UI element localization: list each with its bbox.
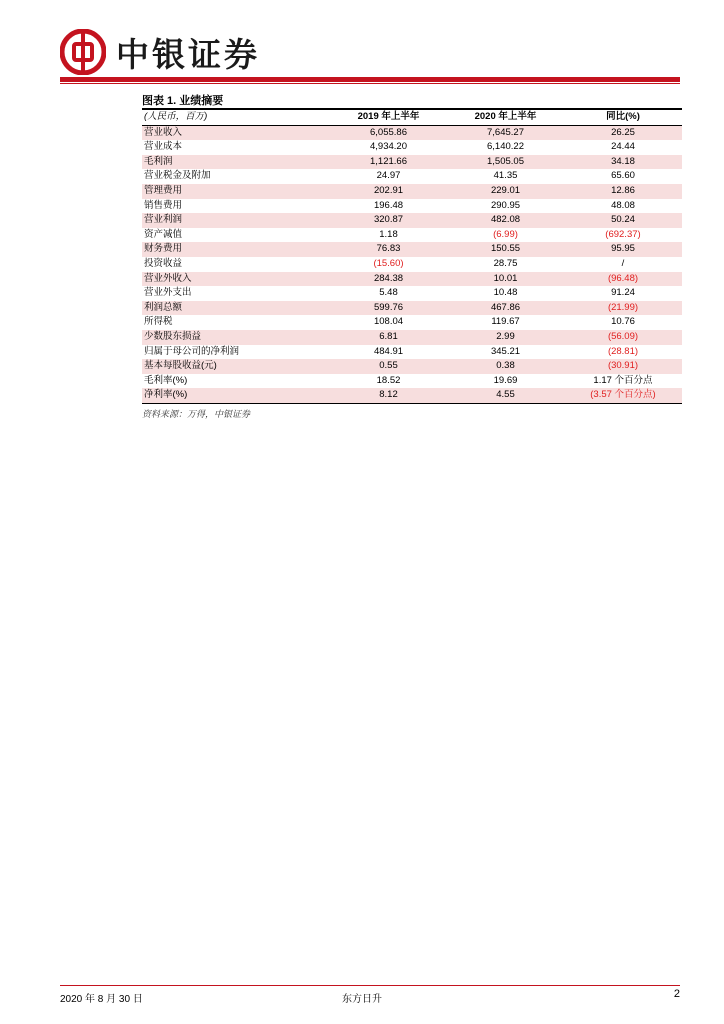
- cell-2020h1: 1,505.05: [447, 155, 564, 170]
- cell-2019h1: 0.55: [330, 359, 447, 374]
- cell-2020h1: 229.01: [447, 184, 564, 199]
- cell-yoy: 10.76: [611, 316, 635, 328]
- cell-2019h1: 320.87: [330, 213, 447, 228]
- table-row: [142, 388, 682, 403]
- cell-yoy: 1.17 个百分点: [593, 374, 653, 386]
- cell-yoy: (692.37): [605, 228, 641, 240]
- cell-yoy: (96.48): [564, 272, 682, 287]
- cell-2019h1: 4,934.20: [370, 141, 407, 153]
- column-header-2019h1: 2019 年上半年: [330, 110, 447, 125]
- cell-2020h1: 2.99: [447, 330, 564, 345]
- row-label: 营业利润: [142, 213, 330, 228]
- cell-2020h1: 41.35: [493, 170, 518, 182]
- cell-2019h1: 8.12: [330, 388, 447, 403]
- cell-2020h1: (6.99): [493, 228, 518, 240]
- cell-yoy: (30.91): [564, 359, 682, 374]
- table-row: [142, 213, 682, 228]
- row-label: 营业外收入: [142, 272, 330, 287]
- bank-of-china-logo-icon: [60, 29, 106, 75]
- data-source-note: 资料来源：万得，中银证券: [142, 409, 251, 419]
- header-divider-thin: [60, 83, 680, 84]
- cell-yoy: (3.57 个百分点): [564, 388, 682, 403]
- row-label: 管理费用: [142, 184, 330, 199]
- cell-2019h1: 24.97: [376, 170, 401, 182]
- report-date: 2020 年 8 月 30 日: [60, 994, 143, 1005]
- cell-yoy: 34.18: [564, 155, 682, 170]
- row-label: 营业成本: [144, 141, 183, 153]
- cell-yoy: 26.25: [564, 125, 682, 140]
- cell-2020h1: 10.48: [493, 287, 518, 299]
- column-header-yoy: 同比(%): [564, 110, 682, 125]
- cell-2019h1: (15.60): [373, 257, 404, 269]
- cell-2019h1: 6,055.86: [330, 125, 447, 140]
- cell-yoy: 50.24: [564, 213, 682, 228]
- table-row: [142, 184, 682, 199]
- row-label: 财务费用: [142, 242, 330, 257]
- performance-summary-table: [142, 110, 682, 404]
- row-label: 投资收益: [144, 257, 183, 269]
- table-row: [142, 272, 682, 287]
- cell-2019h1: 6.81: [330, 330, 447, 345]
- row-label: 营业外支出: [144, 287, 192, 299]
- row-label: 少数股东损益: [142, 330, 330, 345]
- cell-2020h1: 345.21: [490, 345, 521, 357]
- table-row: [142, 315, 682, 330]
- cell-yoy: 12.86: [564, 184, 682, 199]
- cell-yoy: 91.24: [611, 287, 635, 299]
- cell-2020h1: 482.08: [447, 213, 564, 228]
- cell-2019h1: 76.83: [330, 242, 447, 257]
- table-row: [142, 242, 682, 257]
- row-label: 利润总额: [142, 301, 330, 316]
- footer-divider: [60, 985, 680, 986]
- cell-2020h1: 6,140.22: [487, 141, 524, 153]
- table-row: [142, 345, 682, 360]
- cell-yoy: (56.09): [564, 330, 682, 345]
- cell-2019h1: 202.91: [330, 184, 447, 199]
- row-label: 毛利率(%): [144, 374, 188, 386]
- table-row: [142, 169, 682, 184]
- table-row: [142, 199, 682, 214]
- table-row: [142, 155, 682, 170]
- cell-2020h1: 290.95: [490, 199, 521, 211]
- cell-2020h1: 119.67: [491, 316, 520, 328]
- table-row: [142, 330, 682, 345]
- row-label: 营业收入: [142, 125, 330, 140]
- table-row: [142, 140, 682, 155]
- table-row: [142, 257, 682, 272]
- table-row: [142, 125, 682, 140]
- cell-yoy: /: [621, 257, 625, 269]
- cell-2019h1: 599.76: [330, 301, 447, 316]
- cell-yoy: (21.99): [564, 301, 682, 316]
- cell-2020h1: 0.38: [447, 359, 564, 374]
- table-row: [142, 359, 682, 374]
- cell-2019h1: 1.18: [379, 228, 398, 240]
- row-label: 销售费用: [144, 199, 183, 211]
- row-label: 所得税: [144, 316, 173, 328]
- cell-yoy: (28.81): [607, 345, 639, 357]
- row-label: 净利率(%): [142, 388, 330, 403]
- cell-2019h1: 1,121.66: [330, 155, 447, 170]
- table-row: [142, 286, 682, 301]
- cell-2020h1: 4.55: [447, 388, 564, 403]
- table-row: [142, 374, 682, 389]
- table-row: [142, 228, 682, 243]
- column-header-2020h1: 2020 年上半年: [447, 110, 564, 125]
- table-row: [142, 301, 682, 316]
- row-label: 基本每股收益(元): [142, 359, 330, 374]
- row-label: 资产减值: [144, 228, 183, 240]
- cell-2019h1: 484.91: [373, 345, 404, 357]
- report-header: [60, 28, 260, 76]
- cell-2019h1: 284.38: [330, 272, 447, 287]
- row-label: 归属于母公司的净利润: [144, 345, 240, 357]
- row-label: 营业税金及附加: [144, 170, 211, 182]
- cell-2020h1: 150.55: [447, 242, 564, 257]
- cell-2019h1: 18.52: [376, 374, 401, 386]
- table-header-row: [142, 110, 682, 125]
- cell-2019h1: 108.04: [373, 316, 404, 328]
- brand-name: 中银证券: [116, 34, 260, 74]
- company-name: 东方日升: [342, 994, 382, 1005]
- header-divider: [60, 77, 680, 82]
- cell-2020h1: 7,645.27: [447, 125, 564, 140]
- cell-yoy: 48.08: [611, 199, 635, 211]
- figure-title: 图表 1. 业绩摘要: [142, 95, 224, 107]
- cell-2020h1: 28.75: [493, 257, 518, 269]
- cell-yoy: 24.44: [611, 141, 635, 153]
- page-number: 2: [673, 988, 680, 1000]
- cell-2020h1: 467.86: [447, 301, 564, 316]
- column-header-unit: (人民币，百万): [142, 110, 330, 125]
- cell-yoy: 65.60: [611, 170, 635, 182]
- cell-2019h1: 5.48: [379, 287, 398, 299]
- cell-2020h1: 19.69: [493, 374, 518, 386]
- cell-2019h1: 196.48: [373, 199, 404, 211]
- cell-yoy: 95.95: [564, 242, 682, 257]
- cell-2020h1: 10.01: [447, 272, 564, 287]
- row-label: 毛利润: [142, 155, 330, 170]
